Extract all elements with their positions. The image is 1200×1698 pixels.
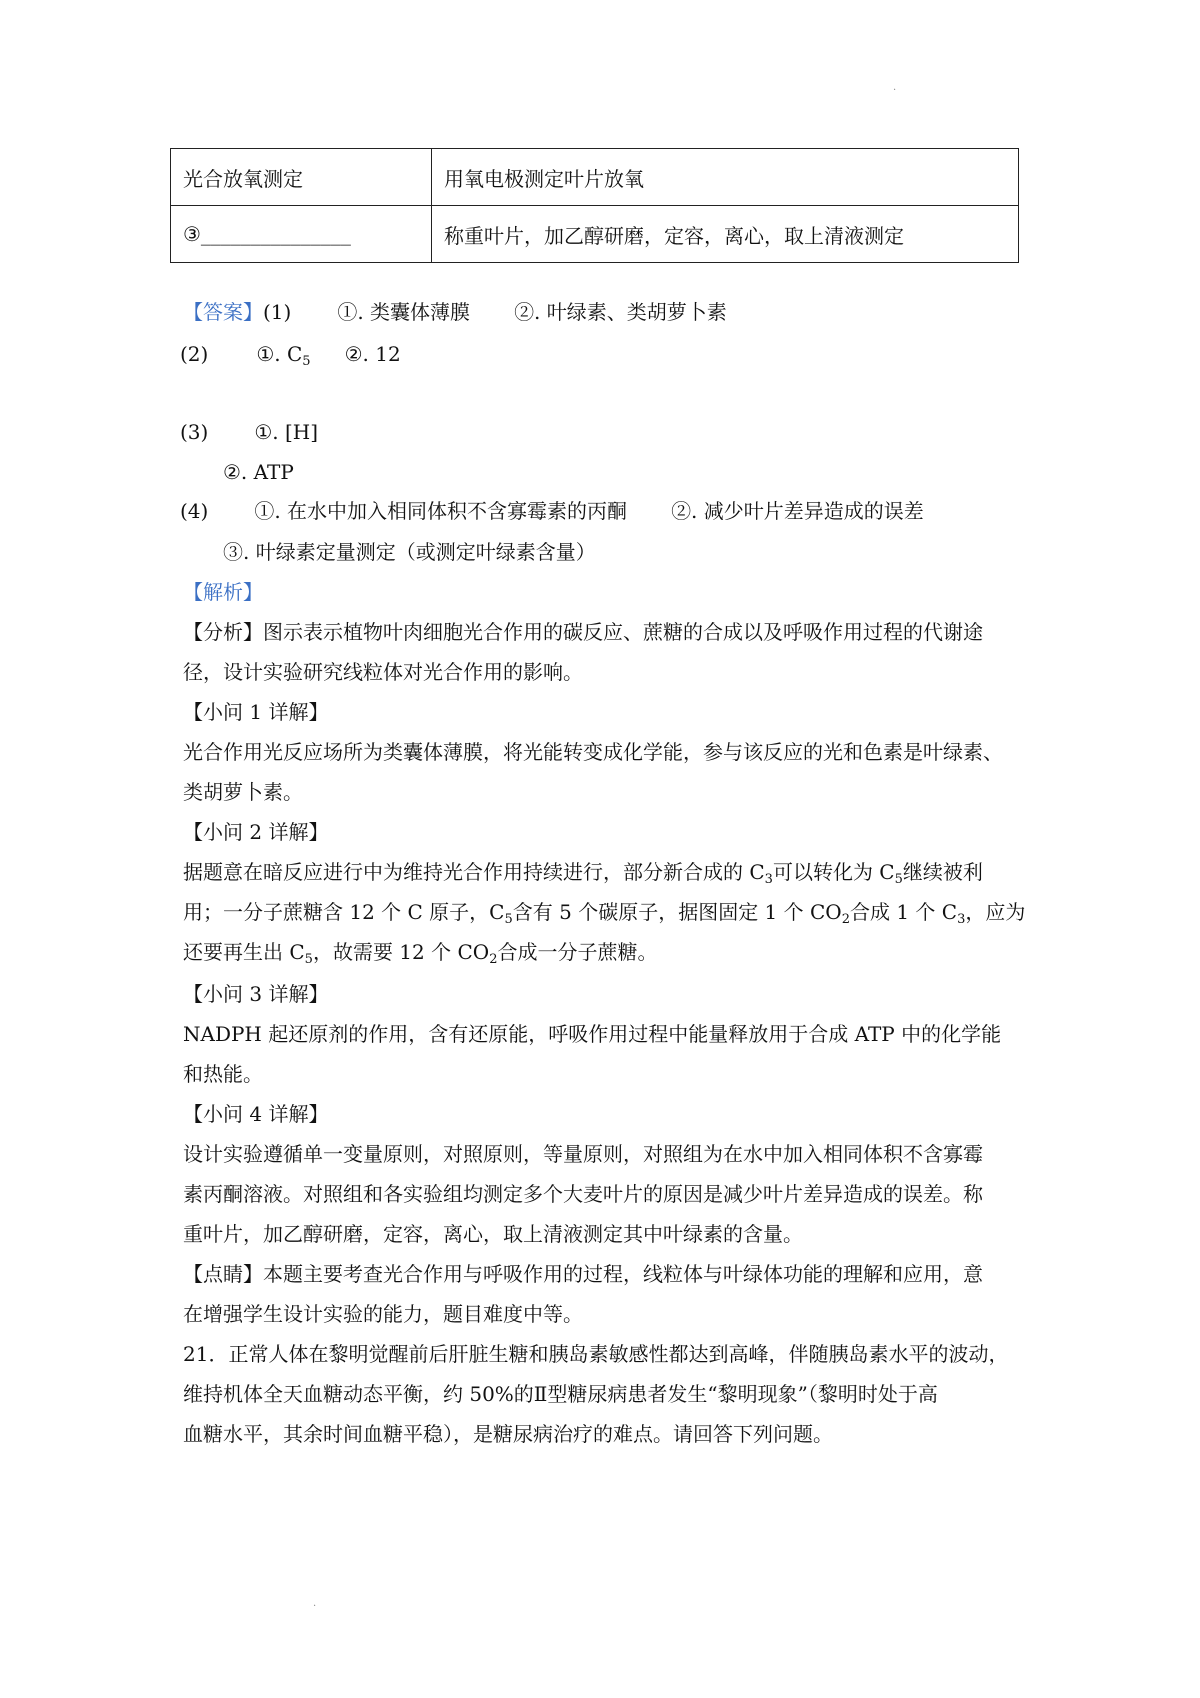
text-run: 还要再生出 C bbox=[183, 940, 305, 964]
section-3-line-2: 和热能。 bbox=[183, 1062, 263, 1086]
section-1-line-1: 光合作用光反应场所为类囊体薄膜，将光能转变成化学能，参与该反应的光和色素是叶绿素、 bbox=[183, 740, 1003, 764]
q3-number: (3) bbox=[180, 420, 209, 444]
experiment-table bbox=[170, 148, 1019, 263]
text-run: 含有 5 个碳原子，据图固定 1 个 CO bbox=[512, 900, 842, 924]
text-run: 继续被利 bbox=[902, 860, 983, 884]
question-21-line-1: 21．正常人体在黎明觉醒前后肝脏生糖和胰岛素敏感性都达到高峰，伴随胰岛素水平的波动， bbox=[183, 1342, 1009, 1366]
subscript: 2 bbox=[489, 952, 498, 967]
q4-answer-2: ②. 减少叶片差异造成的误差 bbox=[671, 499, 924, 523]
fenxi-text: 图示表示植物叶肉细胞光合作用的碳反应、蔗糖的合成以及呼吸作用过程的代谢途 bbox=[263, 620, 983, 644]
text-run: 据题意在暗反应进行中为维持光合作用持续进行，部分新合成的 C bbox=[183, 860, 765, 884]
table-cell: 光合放氧测定 bbox=[171, 149, 432, 206]
section-2-title: 【小问 2 详解】 bbox=[183, 820, 329, 844]
section-4-line-3: 重叶片，加乙醇研磨，定容，离心，取上清液测定其中叶绿素的含量。 bbox=[183, 1222, 803, 1246]
question-21-line-2: 维持机体全天血糖动态平衡，约 50%的Ⅱ型糖尿病患者发生“黎明现象”（黎明时处于高 bbox=[183, 1382, 938, 1406]
table-cell: 称重叶片，加乙醇研磨，定容，离心，取上清液测定 bbox=[432, 206, 1019, 263]
q3-answer-1: ①. [H] bbox=[254, 420, 319, 444]
fenxi-line-2: 径，设计实验研究线粒体对光合作用的影响。 bbox=[183, 660, 583, 684]
section-2-line-2 bbox=[183, 898, 1025, 926]
answer-q4 bbox=[180, 497, 924, 525]
text-run: 合成 1 个 C bbox=[849, 900, 958, 924]
table-cell: 用氧电极测定叶片放氧 bbox=[432, 149, 1019, 206]
dianjing-line-1 bbox=[183, 1260, 983, 1288]
text-run: ，故需要 12 个 CO bbox=[312, 940, 490, 964]
text-run: 可以转化为 C bbox=[772, 860, 895, 884]
dianjing-line-2: 在增强学生设计实验的能力，题目难度中等。 bbox=[183, 1302, 583, 1326]
section-1-line-2: 类胡萝卜素。 bbox=[183, 780, 303, 804]
subscript: 2 bbox=[841, 912, 850, 927]
subscript: 3 bbox=[957, 912, 966, 927]
text-run: 合成一分子蔗糖。 bbox=[497, 940, 658, 964]
table-cell: ③_______________ bbox=[171, 206, 432, 263]
q4-number: (4) bbox=[180, 499, 209, 523]
section-4-title: 【小问 4 详解】 bbox=[183, 1102, 329, 1126]
subscript: 5 bbox=[302, 354, 311, 369]
q2-answer-1: ①. C bbox=[256, 342, 303, 366]
dianjing-label: 【点睛】 bbox=[183, 1262, 263, 1286]
question-21-line-3: 血糖水平，其余时间血糖平稳），是糖尿病治疗的难点。请回答下列问题。 bbox=[183, 1422, 833, 1446]
section-1-title: 【小问 1 详解】 bbox=[183, 700, 329, 724]
table-row bbox=[171, 149, 1019, 206]
section-4-line-2: 素丙酮溶液。对照组和各实验组均测定多个大麦叶片的原因是减少叶片差异造成的误差。称 bbox=[183, 1182, 983, 1206]
section-3-line-1: NADPH 起还原剂的作用，含有还原能，呼吸作用过程中能量释放用于合成 ATP 中的化学能 bbox=[183, 1022, 1002, 1046]
answer-q1 bbox=[183, 298, 727, 326]
answer-label: 【答案】 bbox=[183, 300, 263, 324]
answer-q2 bbox=[180, 340, 401, 368]
section-2-line-3 bbox=[183, 938, 657, 966]
subscript: 5 bbox=[894, 872, 903, 887]
q4-answer-1: ①. 在水中加入相同体积不含寡霉素的丙酮 bbox=[254, 499, 628, 523]
q1-answer-1: ①. 类囊体薄膜 bbox=[337, 300, 471, 324]
analysis-label: 【解析】 bbox=[183, 580, 263, 604]
text-run: 用；一分子蔗糖含 12 个 C 原子，C bbox=[183, 900, 505, 924]
subscript: 5 bbox=[504, 912, 513, 927]
section-2-line-1 bbox=[183, 858, 983, 886]
answer-q3-2: ②. ATP bbox=[223, 460, 294, 484]
q2-number: (2) bbox=[180, 342, 209, 366]
subscript: 5 bbox=[304, 952, 313, 967]
text-run: 本题主要考查光合作用与呼吸作用的过程，线粒体与叶绿体功能的理解和应用，意 bbox=[263, 1262, 983, 1286]
answer-q3 bbox=[180, 418, 318, 446]
answer-q4-3: ③. 叶绿素定量测定（或测定叶绿素含量） bbox=[223, 540, 596, 564]
q1-answer-2: ②. 叶绿素、类胡萝卜素 bbox=[514, 300, 727, 324]
q2-answer-2: ②. 12 bbox=[344, 342, 401, 366]
text-run: ，应为 bbox=[965, 900, 1026, 924]
section-3-title: 【小问 3 详解】 bbox=[183, 982, 329, 1006]
subscript: 3 bbox=[764, 872, 773, 887]
scan-speck: . bbox=[893, 82, 897, 93]
q1-number: (1) bbox=[263, 300, 292, 324]
fenxi-line-1 bbox=[183, 618, 983, 646]
table-row bbox=[171, 206, 1019, 263]
section-4-line-1: 设计实验遵循单一变量原则，对照原则，等量原则，对照组为在水中加入相同体积不含寡霉 bbox=[183, 1142, 983, 1166]
fenxi-label: 【分析】 bbox=[183, 620, 263, 644]
scan-speck: . bbox=[313, 1598, 317, 1609]
